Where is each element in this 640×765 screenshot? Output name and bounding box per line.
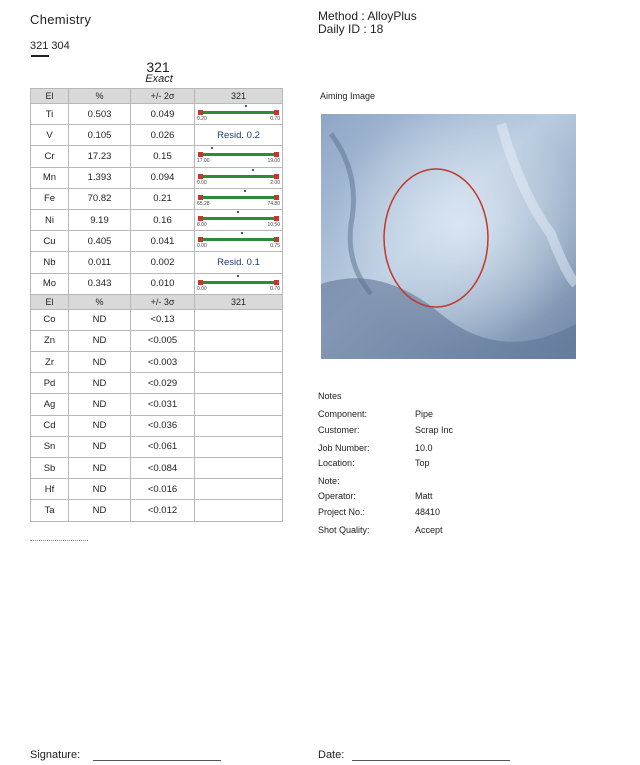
note-value: Matt [415, 491, 433, 501]
residual-label: Resid. 0.2 [217, 129, 260, 141]
range-low-label: 0.00 [197, 285, 207, 292]
element-cell: Mo [31, 273, 69, 294]
table-header-row [31, 89, 283, 104]
table-row [31, 146, 283, 167]
error-cell: <0.005 [131, 330, 195, 351]
range-green-band [203, 111, 274, 114]
grade-range-cell [195, 479, 283, 500]
range-low-label: 0.00 [197, 179, 207, 186]
grade-range-cell [195, 125, 283, 146]
range-red-marker [274, 216, 279, 221]
error-cell: <0.084 [131, 458, 195, 479]
grade-range-cell [195, 415, 283, 436]
range-green-band [203, 153, 274, 156]
aiming-image-label: Aiming Image [320, 91, 376, 101]
range-high-label: 10.50 [267, 222, 280, 229]
table-row [31, 458, 283, 479]
note-key: Job Number: [318, 443, 370, 453]
error-cell: <0.016 [131, 479, 195, 500]
table-row [31, 394, 283, 415]
grade-range-cell [195, 309, 283, 330]
element-cell: Fe [31, 188, 69, 209]
table-row [31, 273, 283, 294]
date-label: Date: [318, 749, 345, 761]
column-header: % [69, 294, 131, 309]
element-cell: Nb [31, 252, 69, 273]
note-key: Location: [318, 458, 355, 468]
dotted-divider [30, 540, 88, 541]
percent-cell: ND [69, 309, 131, 330]
grade-range-cell [195, 352, 283, 373]
signature-label: Signature: [30, 749, 81, 761]
range-high-label: 0.70 [270, 116, 280, 123]
range-high-label: 74.80 [267, 200, 280, 207]
element-cell: Ag [31, 394, 69, 415]
element-cell: Ni [31, 209, 69, 230]
grade-range-cell [195, 252, 283, 273]
error-cell: 0.21 [131, 188, 195, 209]
range-green-band [203, 238, 274, 241]
grade-range-cell [195, 188, 283, 209]
match-type: Exact [145, 73, 173, 85]
element-cell: Hf [31, 479, 69, 500]
range-red-marker [274, 174, 279, 179]
note-key: Note: [318, 476, 340, 486]
element-cell: Mn [31, 167, 69, 188]
chemistry-table [30, 88, 283, 522]
range-high-label: 0.75 [270, 243, 280, 250]
range-high-label: 0.70 [270, 285, 280, 292]
error-cell: 0.002 [131, 252, 195, 273]
percent-cell: ND [69, 479, 131, 500]
table-row [31, 309, 283, 330]
percent-cell: ND [69, 394, 131, 415]
range-green-band [203, 217, 274, 220]
match-grade: 321 [146, 59, 170, 75]
percent-cell: 0.405 [69, 231, 131, 252]
range-red-marker [274, 280, 279, 285]
table-row [31, 436, 283, 457]
note-value: Top [415, 458, 430, 468]
range-low-label: 65.28 [197, 200, 210, 207]
error-cell: <0.012 [131, 500, 195, 521]
table-row [31, 231, 283, 252]
element-cell: Zr [31, 352, 69, 373]
table-row [31, 373, 283, 394]
note-value: Accept [415, 525, 443, 535]
percent-cell: 0.343 [69, 273, 131, 294]
residual-label: Resid. 0.1 [217, 256, 260, 268]
grade-range-cell [195, 394, 283, 415]
error-cell: <0.13 [131, 309, 195, 330]
date-line[interactable] [352, 760, 510, 761]
table-row [31, 104, 283, 125]
range-low-label: 17.00 [197, 158, 210, 165]
column-header: El [31, 294, 69, 309]
grade-range-cell [195, 330, 283, 351]
percent-cell: ND [69, 458, 131, 479]
error-cell: 0.049 [131, 104, 195, 125]
method-info [318, 10, 417, 36]
note-value: 10.0 [415, 443, 433, 453]
column-header: % [69, 89, 131, 104]
grade-range-cell [195, 209, 283, 230]
element-cell: Cu [31, 231, 69, 252]
range-green-band [203, 196, 274, 199]
table-row [31, 330, 283, 351]
note-value: Pipe [415, 409, 434, 419]
range-bar [195, 274, 282, 294]
range-bar [195, 231, 282, 251]
note-key: Project No.: [318, 507, 366, 517]
range-position-dot [244, 190, 246, 192]
element-cell: Sn [31, 436, 69, 457]
percent-cell: 1.393 [69, 167, 131, 188]
note-key: Customer: [318, 425, 360, 435]
range-red-marker [274, 237, 279, 242]
percent-cell: ND [69, 436, 131, 457]
range-position-dot [245, 105, 247, 107]
range-position-dot [211, 147, 213, 149]
range-bar [195, 104, 282, 124]
element-cell: Ti [31, 104, 69, 125]
grade-range-cell [195, 273, 283, 294]
signature-line[interactable] [93, 760, 221, 761]
note-key: Component: [318, 409, 368, 419]
range-green-band [203, 175, 274, 178]
range-green-band [203, 281, 274, 284]
grade-range-cell [195, 436, 283, 457]
range-red-marker [274, 110, 279, 115]
grade-list: 321 304 [30, 40, 70, 52]
method-line: Method : AlloyPlus [318, 9, 417, 23]
error-cell: 0.094 [131, 167, 195, 188]
percent-cell: 17.23 [69, 146, 131, 167]
range-bar [195, 210, 282, 230]
page-title: Chemistry [30, 12, 92, 27]
table-row [31, 125, 283, 146]
error-cell: 0.16 [131, 209, 195, 230]
aiming-image [321, 114, 576, 359]
note-key: Shot Quality: [318, 525, 370, 535]
range-red-marker [274, 152, 279, 157]
range-low-label: 0.20 [197, 116, 207, 123]
range-low-label: 0.00 [197, 243, 207, 250]
grade-range-cell [195, 373, 283, 394]
range-bar [195, 189, 282, 209]
table-row [31, 252, 283, 273]
table-row [31, 479, 283, 500]
percent-cell: 9.19 [69, 209, 131, 230]
range-position-dot [252, 169, 254, 171]
element-cell: Zn [31, 330, 69, 351]
grade-range-cell [195, 146, 283, 167]
grade-range-cell [195, 104, 283, 125]
note-value: 48410 [415, 507, 441, 517]
percent-cell: ND [69, 352, 131, 373]
range-red-marker [274, 195, 279, 200]
element-cell: Pd [31, 373, 69, 394]
table-row [31, 352, 283, 373]
range-position-dot [237, 211, 239, 213]
range-position-dot [241, 232, 243, 234]
note-key: Operator: [318, 491, 357, 501]
error-cell: <0.003 [131, 352, 195, 373]
percent-cell: ND [69, 330, 131, 351]
grade-range-cell [195, 231, 283, 252]
range-low-label: 8.00 [197, 222, 207, 229]
element-cell: Cd [31, 415, 69, 436]
grade-range-cell [195, 458, 283, 479]
element-cell: Ta [31, 500, 69, 521]
grade-range-cell [195, 500, 283, 521]
column-header: 321 [195, 89, 283, 104]
note-value: Scrap Inc [415, 425, 454, 435]
percent-cell: 0.011 [69, 252, 131, 273]
range-bar [195, 146, 282, 166]
column-header: +/- 2σ [131, 89, 195, 104]
error-cell: <0.029 [131, 373, 195, 394]
notes-title: Notes [318, 391, 342, 401]
percent-cell: ND [69, 500, 131, 521]
daily-id-line: Daily ID : 18 [318, 22, 384, 36]
table-row [31, 188, 283, 209]
grade-underline [31, 55, 49, 57]
error-cell: <0.031 [131, 394, 195, 415]
error-cell: 0.041 [131, 231, 195, 252]
element-cell: Cr [31, 146, 69, 167]
percent-cell: 70.82 [69, 188, 131, 209]
error-cell: 0.026 [131, 125, 195, 146]
range-high-label: 2.00 [270, 179, 280, 186]
element-cell: Co [31, 309, 69, 330]
column-header: 321 [195, 294, 283, 309]
range-high-label: 19.00 [267, 158, 280, 165]
error-cell: 0.15 [131, 146, 195, 167]
error-cell: 0.010 [131, 273, 195, 294]
element-cell: V [31, 125, 69, 146]
table-row [31, 209, 283, 230]
table-row [31, 415, 283, 436]
percent-cell: 0.503 [69, 104, 131, 125]
table-row [31, 167, 283, 188]
grade-range-cell [195, 167, 283, 188]
table-row [31, 500, 283, 521]
percent-cell: ND [69, 373, 131, 394]
range-bar [195, 168, 282, 188]
column-header: +/- 3σ [131, 294, 195, 309]
percent-cell: ND [69, 415, 131, 436]
error-cell: <0.036 [131, 415, 195, 436]
percent-cell: 0.105 [69, 125, 131, 146]
column-header: El [31, 89, 69, 104]
table-header-row [31, 294, 283, 309]
element-cell: Sb [31, 458, 69, 479]
range-position-dot [237, 275, 239, 277]
error-cell: <0.061 [131, 436, 195, 457]
